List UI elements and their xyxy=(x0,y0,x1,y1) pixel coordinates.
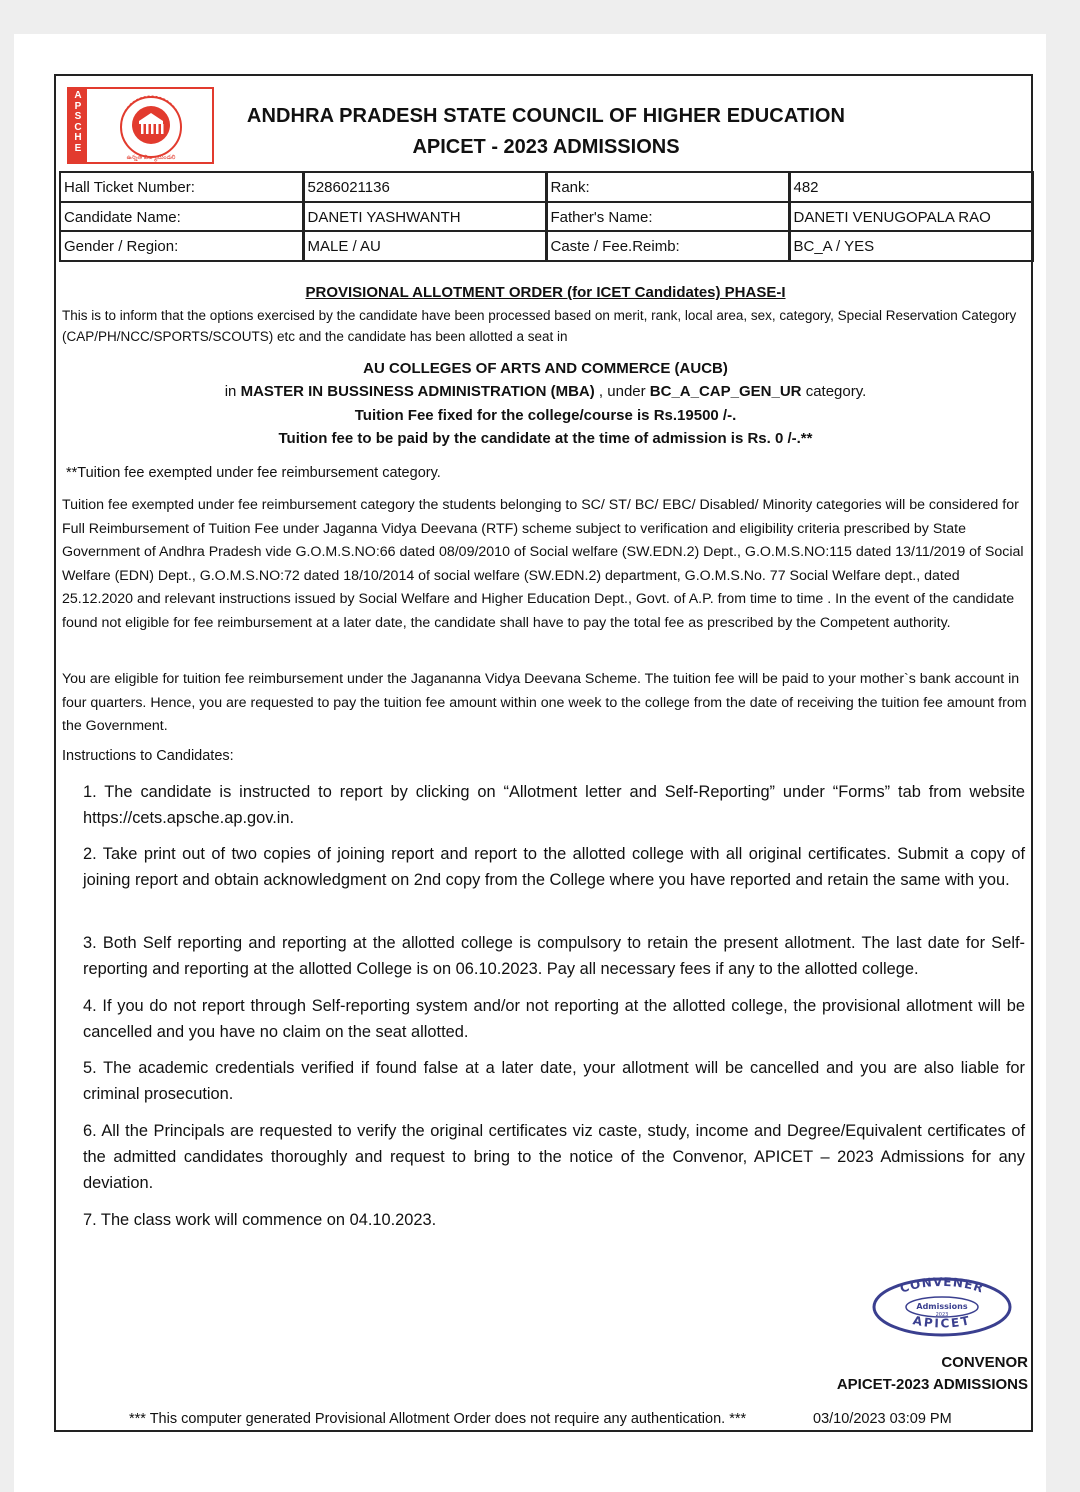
signature-office: APICET-2023 ADMISSIONS xyxy=(836,1376,1028,1393)
instruction-item: 4. If you do not report through Self-reporting system and/or not reporting at the allotted college, the provisional allotment will be cancelled and you have no claim on the seat allotted. xyxy=(83,997,1025,1041)
instruction-item: 3. Both Self reporting and reporting at the allotted college is compulsory to retain the present allotment. The last date for Self-reporting and reporting at the allotted College is on 06.10.2023. Pay all necessary fees if any to the allotted college. xyxy=(83,934,1025,978)
course-line xyxy=(56,383,1035,400)
candidate-name-value: DANETI YASHWANTH xyxy=(303,202,546,232)
svg-text:CONVENER: CONVENER xyxy=(898,1276,986,1296)
logo-emblem-icon xyxy=(95,91,210,163)
course-mid: , under xyxy=(598,383,646,400)
signature-role: CONVENOR xyxy=(941,1354,1028,1371)
course-prefix: in xyxy=(224,383,237,400)
footer-note: *** This computer generated Provisional Allotment Order does not require any authentication. *** xyxy=(129,1411,747,1427)
father-name-value: DANETI VENUGOPALA RAO xyxy=(789,202,1033,232)
svg-text:Admissions: Admissions xyxy=(916,1302,968,1311)
rtf-paragraph: Tuition fee exempted under fee reimbursement category the students belonging to SC/ ST/ BC/ EBC/ Disabled/ Minority categories will be considered for Full Reimbursement of Tuition Fee under Jaganna Vidya Deevana (RTF) scheme subject to verification and eligibility criteria prescribed by State Government of Andhra Pradesh vide G.O.M.S.NO:66 dated 08/09/2010 of Social welfare (SW.EDN.2) Dept., G.O.M.S.NO:115 dated 13/11/2019 of Social Welfare (EDN) Dept., G.O.M.S.NO:72 dated 18/10/2014 of social welfare (SW.EDN.2) department, G.O.M.S.No. 77 Social Welfare dept., dated 25.12.2020 and relevant instructions issued by Social Welfare and Higher Education Dept., Govt. of A.P. from time to time . In the event of the candidate found not eligible for fee reimbursement at a later date, the candidate shall have to pay the total fee as prescribed by the Competent authority. xyxy=(62,497,1024,631)
hall-ticket-value: 5286021136 xyxy=(303,172,546,202)
gender-region-label: Gender / Region: xyxy=(60,231,303,261)
header-subtitle: APICET - 2023 ADMISSIONS xyxy=(412,136,680,158)
footer-timestamp: 03/10/2023 03:09 PM xyxy=(813,1411,952,1427)
instructions-heading: Instructions to Candidates: xyxy=(62,748,234,764)
gender-region-value: MALE / AU xyxy=(303,231,546,261)
logo-strip: A P S C H E xyxy=(69,89,87,162)
instruction-item: 6. All the Principals are requested to verify the original certificates viz caste, study, income and Degree/Equivalent certificates of the admitted candidates thoroughly and request to bring to the notice of the Convenor, APICET – 2023 Admissions for any deviation. xyxy=(83,1122,1025,1192)
apsche-logo xyxy=(67,87,214,164)
hall-ticket-label: Hall Ticket Number: xyxy=(60,172,303,202)
instruction-item: 1. The candidate is instructed to report by clicking on “Allotment letter and Self-Reporting” under “Forms” tab from website https://cets.apsche.ap.gov.in. xyxy=(83,783,1025,827)
rank-label: Rank: xyxy=(546,172,789,202)
tuition-fixed: Tuition Fee fixed for the college/course is Rs.19500 /-. xyxy=(354,407,737,424)
header-title: ANDHRA PRADESH STATE COUNCIL OF HIGHER EDUCATION xyxy=(246,105,846,127)
convener-stamp xyxy=(871,1276,1013,1338)
document-page xyxy=(14,34,1046,1492)
instruction-item: 7. The class work will commence on 04.10.2023. xyxy=(83,1211,437,1229)
instruction-item: 2. Take print out of two copies of joining report and report to the allotted college with all original certificates. Submit a copy of joining report and obtain acknowledgment on 2nd copy from the College where you have reported and retain the same with you. xyxy=(83,845,1025,889)
svg-text:2023: 2023 xyxy=(935,1312,949,1318)
document-frame xyxy=(54,74,1033,1432)
svg-text:APICET: APICET xyxy=(911,1313,973,1331)
order-title xyxy=(56,284,1035,301)
caste-fee-value: BC_A / YES xyxy=(789,231,1033,261)
course-suffix: category. xyxy=(805,383,867,400)
exempt-note: **Tuition fee exempted under fee reimbursement category. xyxy=(66,465,441,481)
college-name: AU COLLEGES OF ARTS AND COMMERCE (AUCB) xyxy=(363,360,728,377)
eligible-paragraph: You are eligible for tuition fee reimbursement under the Jagananna Vidya Deevana Scheme. The tuition fee will be paid to your mother`s bank account in four quarters. Hence, you are requested to pay the tuition fee amount within one week to the college from the date of receiving the tuition fee amount from the Government. xyxy=(62,671,1027,734)
table-row xyxy=(60,202,1033,232)
course-name: MASTER IN BUSSINESS ADMINISTRATION (MBA) xyxy=(240,383,595,400)
candidate-info-table xyxy=(59,171,1034,262)
caste-fee-label: Caste / Fee.Reimb: xyxy=(546,231,789,261)
table-row xyxy=(60,231,1033,261)
instruction-item: 5. The academic credentials verified if found false at a later date, your allotment will be cancelled and you are also liable for criminal prosecution. xyxy=(83,1059,1025,1103)
svg-text:ఉన్నత విద్యామండలి: ఉన్నత విద్యామండలి xyxy=(126,154,176,161)
rank-value: 482 xyxy=(789,172,1033,202)
category-name: BC_A_CAP_GEN_UR xyxy=(649,383,802,400)
table-row xyxy=(60,172,1033,202)
order-title-text: PROVISIONAL ALLOTMENT ORDER (for ICET Candidates) PHASE-I xyxy=(305,284,786,301)
father-name-label: Father's Name: xyxy=(546,202,789,232)
intro-paragraph: This is to inform that the options exercised by the candidate have been processed based on merit, rank, local area, sex, category, Special Reservation Category (CAP/PH/NCC/SPORTS/SCOUTS) etc and the candidate has been allotted a seat in xyxy=(62,308,1017,344)
candidate-name-label: Candidate Name: xyxy=(60,202,303,232)
tuition-paid: Tuition fee to be paid by the candidate at the time of admission is Rs. 0 /-.** xyxy=(278,430,813,447)
